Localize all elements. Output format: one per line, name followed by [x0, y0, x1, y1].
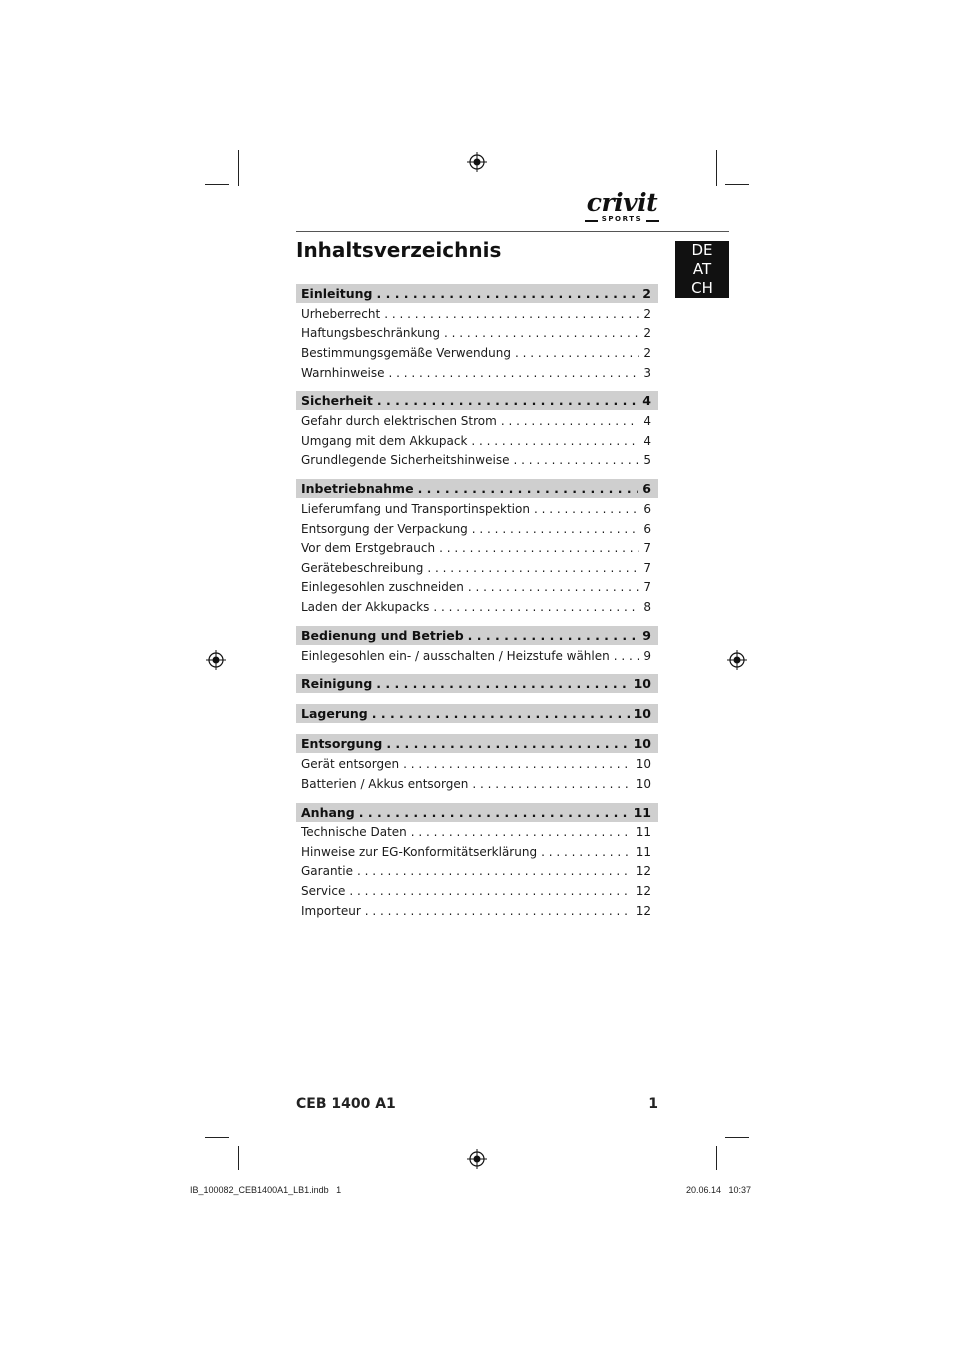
toc-entry[interactable] — [296, 754, 658, 774]
logo-line — [646, 220, 659, 222]
language-code: CH — [691, 279, 713, 297]
toc-entry-title: Vor dem Erstgebrauch — [301, 541, 436, 556]
toc-leader — [439, 541, 639, 555]
toc-leader — [365, 904, 632, 918]
toc-entry[interactable] — [296, 881, 658, 901]
toc-entry-page: 11 — [635, 844, 651, 859]
toc-section — [296, 803, 658, 921]
page-number: 1 — [648, 1096, 658, 1112]
brand-logo — [584, 188, 660, 228]
toc-leader — [513, 453, 639, 467]
toc-entry-title: Garantie — [301, 864, 353, 879]
toc-section — [296, 704, 658, 723]
toc-leader — [427, 561, 639, 575]
toc-leader — [468, 580, 639, 594]
toc-entry-title: Service — [301, 884, 346, 899]
toc-section-heading[interactable] — [296, 479, 658, 498]
toc-leader — [515, 346, 639, 360]
toc-entry-title: Warnhinweise — [301, 365, 385, 380]
toc-leader — [389, 366, 640, 380]
toc-entry-page: 4 — [643, 433, 651, 448]
toc-section-title: Lagerung — [301, 706, 368, 722]
toc-section-title: Inbetriebnahme — [301, 481, 414, 497]
toc-leader — [349, 884, 631, 898]
print-slug-file: IB_100082_CEB1400A1_LB1.indb 1 — [190, 1185, 342, 1195]
crop-mark — [725, 184, 749, 185]
toc-leader — [501, 414, 640, 428]
toc-entry-page: 10 — [635, 757, 651, 772]
toc-entry-page: 12 — [635, 884, 651, 899]
toc-leader — [377, 286, 639, 301]
toc-section-heading[interactable] — [296, 391, 658, 410]
toc-entry-page: 12 — [635, 864, 651, 879]
toc-entry-page: 2 — [643, 345, 651, 360]
toc-entry-title: Urheberrecht — [301, 306, 381, 321]
toc-leader — [359, 805, 630, 820]
toc-section-heading[interactable] — [296, 284, 658, 303]
toc-entry[interactable] — [296, 343, 658, 363]
toc-entry[interactable] — [296, 411, 658, 431]
toc-section-title: Sicherheit — [301, 393, 373, 409]
toc-entry[interactable] — [296, 558, 658, 578]
toc-entry[interactable] — [296, 499, 658, 519]
toc-entry-page: 4 — [643, 414, 651, 429]
toc-leader — [357, 864, 632, 878]
toc-entry-title: Technische Daten — [301, 825, 407, 840]
toc-leader — [386, 736, 629, 751]
toc-section-heading[interactable] — [296, 734, 658, 753]
toc-leader — [377, 393, 638, 408]
toc-leader — [444, 326, 639, 340]
toc-entry-page: 3 — [643, 365, 651, 380]
toc-leader — [472, 777, 631, 791]
model-number: CEB 1400 A1 — [296, 1096, 396, 1112]
crop-mark — [716, 150, 717, 186]
toc-entry[interactable] — [296, 901, 658, 921]
toc-entry-page: 6 — [643, 521, 651, 536]
toc-section-heading[interactable] — [296, 803, 658, 822]
toc-leader — [376, 676, 629, 691]
toc-leader — [403, 757, 632, 771]
toc-entry[interactable] — [296, 304, 658, 324]
toc-entry[interactable] — [296, 324, 658, 344]
toc-entry-title: Bestimmungsgemäße Verwendung — [301, 345, 512, 360]
language-code: DE — [691, 241, 713, 259]
toc-section — [296, 674, 658, 693]
crop-mark — [238, 1146, 239, 1170]
toc-section-title: Anhang — [301, 804, 355, 820]
toc-entry-title: Hinweise zur EG-Konformitätserklärung — [301, 844, 538, 859]
toc-leader — [372, 706, 630, 721]
toc-entry-title: Grundlegende Sicherheitshinweise — [301, 453, 510, 468]
toc-entry[interactable] — [296, 538, 658, 558]
brand-sub: SPORTS — [601, 215, 643, 223]
toc-section — [296, 479, 658, 617]
toc-entry-page: 5 — [643, 453, 651, 468]
toc-entry[interactable] — [296, 842, 658, 862]
brand-name: crivit — [586, 188, 658, 217]
toc-section-page: 11 — [633, 804, 651, 820]
toc-entry-page: 2 — [643, 326, 651, 341]
toc-section — [296, 734, 658, 793]
toc-entry-page: 7 — [643, 560, 651, 575]
toc-entry-title: Einlegesohlen ein- / ausschalten / Heizstufe wählen — [301, 648, 610, 663]
toc-section-title: Bedienung und Betrieb — [301, 627, 464, 643]
toc-entry[interactable] — [296, 578, 658, 598]
toc-entry-page: 6 — [643, 501, 651, 516]
language-badge — [675, 241, 729, 298]
toc-section — [296, 391, 658, 470]
toc-leader — [541, 845, 632, 859]
toc-entry-title: Batterien / Akkus entsorgen — [301, 776, 469, 791]
toc-leader — [468, 628, 639, 643]
toc-entry-title: Umgang mit dem Akkupack — [301, 433, 468, 448]
registration-mark-icon — [467, 152, 487, 172]
toc-section-title: Reinigung — [301, 676, 373, 692]
crop-mark — [238, 150, 239, 186]
toc-section-page: 2 — [642, 286, 651, 301]
toc-entry-title: Entsorgung der Verpackung — [301, 521, 468, 536]
table-of-contents — [296, 284, 658, 929]
toc-entry-page: 11 — [635, 825, 651, 840]
print-slug-date: 20.06.14 10:37 — [686, 1185, 752, 1195]
crop-mark — [205, 184, 229, 185]
crop-mark — [716, 1146, 717, 1170]
toc-section-page: 9 — [642, 627, 651, 643]
toc-entry[interactable] — [296, 646, 658, 666]
toc-entry-title: Haftungsbeschränkung — [301, 326, 440, 341]
toc-entry-page: 12 — [635, 903, 651, 918]
registration-mark-icon — [206, 650, 226, 670]
toc-entry[interactable] — [296, 862, 658, 882]
language-code: AT — [692, 260, 712, 278]
toc-section-page: 6 — [642, 481, 651, 497]
toc-section-heading[interactable] — [296, 704, 658, 723]
toc-entry[interactable] — [296, 597, 658, 617]
toc-entry[interactable] — [296, 774, 658, 794]
crop-mark — [205, 1137, 229, 1138]
toc-entry[interactable] — [296, 451, 658, 471]
toc-entry-page: 2 — [643, 306, 651, 321]
toc-entry-title: Gerät entsorgen — [301, 757, 400, 772]
toc-section-page: 10 — [633, 736, 651, 752]
crop-mark — [725, 1137, 749, 1138]
toc-entry[interactable] — [296, 823, 658, 843]
toc-section-page: 10 — [633, 676, 651, 692]
toc-entry-page: 8 — [643, 599, 651, 614]
toc-section-page: 4 — [642, 393, 651, 409]
toc-entry-page: 7 — [643, 580, 651, 595]
toc-section-page: 10 — [633, 706, 651, 722]
toc-section-title: Einleitung — [301, 286, 373, 301]
toc-section — [296, 626, 658, 666]
toc-entry-title: Gefahr durch elektrischen Strom — [301, 414, 497, 429]
toc-entry[interactable] — [296, 431, 658, 451]
toc-leader — [411, 825, 632, 839]
toc-entry-page: 10 — [635, 776, 651, 791]
toc-leader — [471, 434, 639, 448]
toc-entry-page: 9 — [643, 648, 651, 663]
toc-leader — [384, 307, 639, 321]
toc-section-heading[interactable] — [296, 674, 658, 693]
toc-entry-title: Lieferumfang und Transportinspektion — [301, 501, 530, 516]
toc-leader — [433, 600, 639, 614]
toc-entry-title: Einlegesohlen zuschneiden — [301, 580, 464, 595]
toc-leader — [614, 649, 640, 663]
toc-leader — [472, 522, 640, 536]
toc-entry-page: 7 — [643, 541, 651, 556]
toc-entry[interactable] — [296, 519, 658, 539]
page-title: Inhaltsverzeichnis — [296, 238, 502, 262]
header-rule — [296, 231, 729, 232]
toc-leader — [534, 502, 639, 516]
toc-entry-title: Importeur — [301, 903, 361, 918]
toc-section-title: Entsorgung — [301, 736, 383, 752]
toc-leader — [418, 481, 639, 496]
toc-section — [296, 284, 658, 382]
toc-entry-title: Laden der Akkupacks — [301, 599, 430, 614]
toc-section-heading[interactable] — [296, 626, 658, 645]
registration-mark-icon — [467, 1149, 487, 1169]
registration-mark-icon — [727, 650, 747, 670]
toc-entry-title: Gerätebeschreibung — [301, 560, 424, 575]
toc-entry[interactable] — [296, 363, 658, 383]
